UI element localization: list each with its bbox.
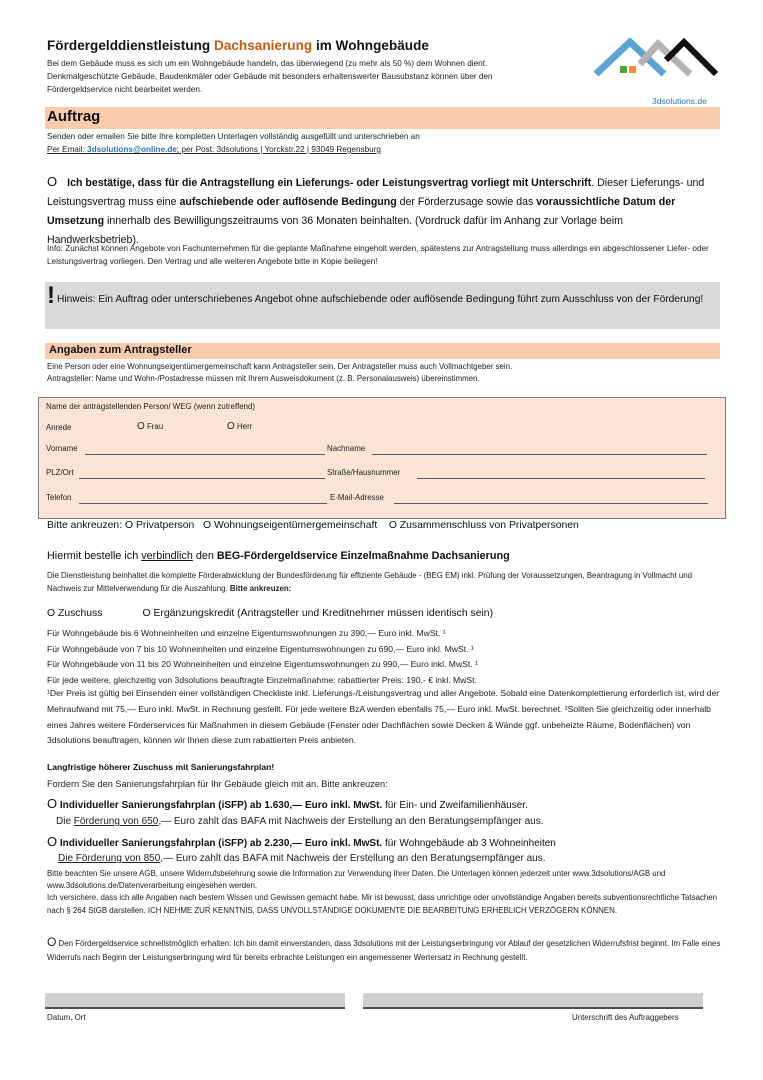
- sfp-option-1[interactable]: O Individueller Sanierungsfahrplan (iSFP) ab 1.630,— Euro inkl. MwSt. für Ein- und Zweifamilienhäuser.: [47, 796, 528, 811]
- plz-ort-label: PLZ/Ort: [46, 468, 74, 477]
- sfp-funding-note-1: Die Förderung von 650,— Euro zahlt das BAFA mit Nachweis der Erstellung an den Beratungsempfänger aus.: [56, 816, 544, 827]
- strasse-label: Straße/Hausnummer: [327, 468, 401, 477]
- name-label: Name der antragstellenden Person/ WEG (wenn zutreffend): [46, 402, 256, 411]
- info-text: Info: Zunächst können Angebote von Fachunternehmen für die geplante Maßnahme eingeholt werden, spätestens zur Antragstellung muss allerdings ein abgeschlossener Liefer- oder Leistungsvertrag vorliegen. Den Vertrag und alle weiteren Angebote bitte in Kopie beilegen!: [47, 244, 709, 266]
- option-privatperson[interactable]: O Privatperson: [124, 520, 195, 531]
- applicant-form: [38, 397, 726, 519]
- contract-confirmation: O Ich bestätige, dass für die Antragstellung ein Lieferungs- oder Leistungsvertrag vorliegt mit Unterschrift. Dieser Lieferungs- und Leistungsvertrag muss eine aufschiebende oder auflösende Bedingung der Förderzusage sowie das voraussichtliche Datum der Umsetzung innerhalb des Bewilligungszeitraums von 36 Monaten beinhalten. (Vordruck dafür im Anhang zur Vorlage beim Handwerksbetrieb).: [47, 174, 705, 246]
- email-label: E-Mail-Adresse: [330, 493, 384, 502]
- sfp-option-2[interactable]: O Individueller Sanierungsfahrplan (iSFP) ab 2.230,— Euro inkl. MwSt. für Wohngebäude ab 3 Wohneinheiten: [47, 834, 556, 849]
- order-description: Die Dienstleistung beinhaltet die komplette Förderabwicklung der Bundesförderung für effiziente Gebäude - (BEG EM) inkl. Prüfung der Voraussetzungen, Beantragung in Vollmacht und Nachweis zur Mittelverwendung für die Auszahlung. Bitte ankreuzen:: [47, 571, 693, 593]
- section-header-applicant: Angaben zum Antragsteller: [45, 343, 720, 359]
- price-item: Für jede weitere, gleichzeitig von 3dsolutions beauftragte Einzelmaßnahme: rabattierter Preis: 190,- € inkl. MwSt.: [47, 675, 477, 686]
- signature-field[interactable]: [363, 993, 703, 1009]
- plz-ort-field[interactable]: [79, 478, 325, 479]
- vorname-label: Vorname: [46, 444, 78, 453]
- radio-frau[interactable]: O Frau: [137, 421, 164, 432]
- option-weg[interactable]: O Wohnungseigentümergemeinschaft: [202, 520, 378, 531]
- sfp-heading: Langfristige höherer Zuschuss mit Sanierungsfahrplan!: [47, 762, 275, 772]
- legal-text: [47, 868, 727, 917]
- radio-herr[interactable]: O Herr: [227, 421, 253, 432]
- email-field[interactable]: [394, 503, 708, 504]
- option-ergaenzungskredit[interactable]: O Ergänzungskredit (Antragsteller und Kreditnehmer müssen identisch sein): [142, 608, 494, 619]
- price-item: Für Wohngebäude bis 6 Wohneinheiten und einzelne Eigentumswohnungen zu 390,— Euro inkl. MwSt. ¹: [47, 628, 446, 638]
- agb-note: Bitte beachten Sie unsere AGB, unsere Widerrufsbelehrung sowie die Information zur Verwendung Ihrer Daten. Die Unterlagen können jederzeit unter www.3dsolutions/AGB und www.3dsolutions.de/Datenverarbeitung eingesehen werden.: [47, 869, 666, 891]
- nachname-label: Nachname: [327, 444, 366, 453]
- funding-type-options: [47, 608, 493, 619]
- sfp-subtitle: Fordern Sie den Sanierungsfahrplan für Ihr Gebäude gleich mit an. Bitte ankreuzen:: [47, 779, 388, 789]
- price-list: [47, 626, 478, 689]
- confirm-checkbox[interactable]: O: [47, 174, 58, 189]
- option-zusammenschluss[interactable]: O Zusammenschluss von Privatpersonen: [388, 520, 579, 531]
- price-item: Für Wohngebäude von 11 bis 20 Wohneinheiten und einzelne Eigentumswohnungen zu 990,— Euro inkl. MwSt. ¹: [47, 659, 478, 670]
- company-logo-icon: [590, 38, 720, 78]
- fast-service-checkbox[interactable]: O: [47, 935, 57, 949]
- date-place-field[interactable]: [45, 993, 345, 1009]
- option-zuschuss[interactable]: O Zuschuss: [47, 608, 103, 619]
- warning-notice: ! Hinweis: Ein Auftrag oder unterschriebenes Angebot ohne aufschiebende oder auflösende Bedingung führt zum Ausschluss von der Förderung!: [45, 282, 720, 329]
- page-title: Fördergelddienstleistung Dachsanierung im Wohngebäude: [47, 38, 429, 53]
- send-instructions: Senden oder emailen Sie bitte Ihre kompletten Unterlagen vollständig ausgefüllt und unterschrieben an: [47, 132, 420, 141]
- exclamation-icon: !: [47, 282, 55, 309]
- applicant-type-options: Bitte ankreuzen: O Privatperson O Wohnungseigentümergemeinschaft O Zusammenschluss von Privatpersonen: [47, 520, 579, 531]
- telefon-label: Telefon: [46, 493, 72, 502]
- title-accent: Dachsanierung: [214, 38, 313, 53]
- section-header-auftrag: Auftrag: [45, 107, 720, 129]
- telefon-field[interactable]: [79, 503, 327, 504]
- email-link[interactable]: 3dsolutions@online.de: [87, 145, 177, 154]
- price-item: Für Wohngebäude von 7 bis 10 Wohneinheiten und einzelne Eigentumswohnungen zu 690,— Euro inkl. MwSt. ¹: [47, 643, 474, 654]
- date-place-label: Datum, Ort: [47, 1013, 86, 1022]
- intro-text: Bei dem Gebäude muss es sich um ein Wohngebäude handeln, das überwiegend (zu mehr als 50 %) dem Wohnen dient. Denkmalgeschützte Gebäude, Baudenkmäler oder Gebäude mit besonders erhaltenswerter Bausubstanz können über den Fördergeldservice nicht bearbeitet werden.: [47, 59, 493, 94]
- order-statement: Hiermit bestelle ich verbindlich den BEG-Fördergeldservice Einzelmaßnahme Dachsanierung: [47, 550, 510, 562]
- sfp-funding-note-2: Die Förderung von 850,— Euro zahlt das BAFA mit Nachweis der Erstellung an den Beratungsempfänger aus.: [58, 853, 546, 864]
- assurance-note: Ich versichere, dass ich alle Angaben nach bestem Wissen und Gewissen gemacht habe. Mir ist bewusst, dass unrichtige oder unvollständige Angaben bereits subventionsrechtliche Tatsachen nach § 264 StGB darstellen. ICH NEHME ZUR KENNTNIS, DASS UNVOLLSTÄNDIGE DOKUMENTE DIE BEARBEITUNG ERHEBLICH VERZÖGERN KÖNNEN.: [47, 893, 718, 915]
- nachname-field[interactable]: [372, 454, 707, 455]
- anrede-label: Anrede: [46, 423, 72, 432]
- contact-line: Per Email: 3dsolutions@online.de; per Post: 3dsolutions | Yorckstr.22 | 93049 Regensburg: [47, 145, 381, 154]
- price-footnote: ¹Der Preis ist gültig bei Einsenden einer vollständigen Checkliste inkl. Lieferungs-/Leistungsvertrag und aller Angebote. Sobald eine Datenkomplettierung erforderlich ist, wird der Mehraufwand mit 75,— Euro inkl. MwSt. in Rechnung gestellt. Für jede weitere BzA werden ebenfalls 75,— Euro inkl. MwSt. berechnet. ²Sollten Sie gleichzeitig oder innerhalb eines Jahres weitere Förderservices für Maßnahmen in diesem Gebäude (Fenster oder Dachflächen sowie Decken & Wände ggf. unbeheizte Räume, Bodenflächen) von 3dsolutions beauftragen, können wir Ihnen diese zum rabattierten Preis anbieten.: [47, 688, 720, 746]
- company-url: 3dsolutions.de: [652, 96, 707, 106]
- vorname-field[interactable]: [85, 454, 325, 455]
- applicant-description: Eine Person oder eine Wohnungseigentümergemeinschaft kann Antragsteller sein. Der Antragsteller muss auch Vollmachtgeber sein. Antragsteller: Name und Wohn-/Postadresse müssen mit Ihrem Ausweisdokument (z. B. Personalausweis) übereinstimmen.: [47, 362, 513, 383]
- fast-service-consent: O Den Fördergeldservice schnellstmöglich erhalten: Ich bin damit einverstanden, dass 3dsolutions mit der Leistungserbringung vor Ablauf der gesetzlichen Widerrufsfrist beginnt. Im Falle eines Widerrufs nach Beginn der Leistungserbringung wird für bereits erbrachte Leistungen ein angemessener Wertersatz in Rechnung gestellt.: [47, 935, 721, 962]
- strasse-field[interactable]: [417, 478, 705, 479]
- signature-label: Unterschrift des Auftraggebers: [572, 1013, 679, 1022]
